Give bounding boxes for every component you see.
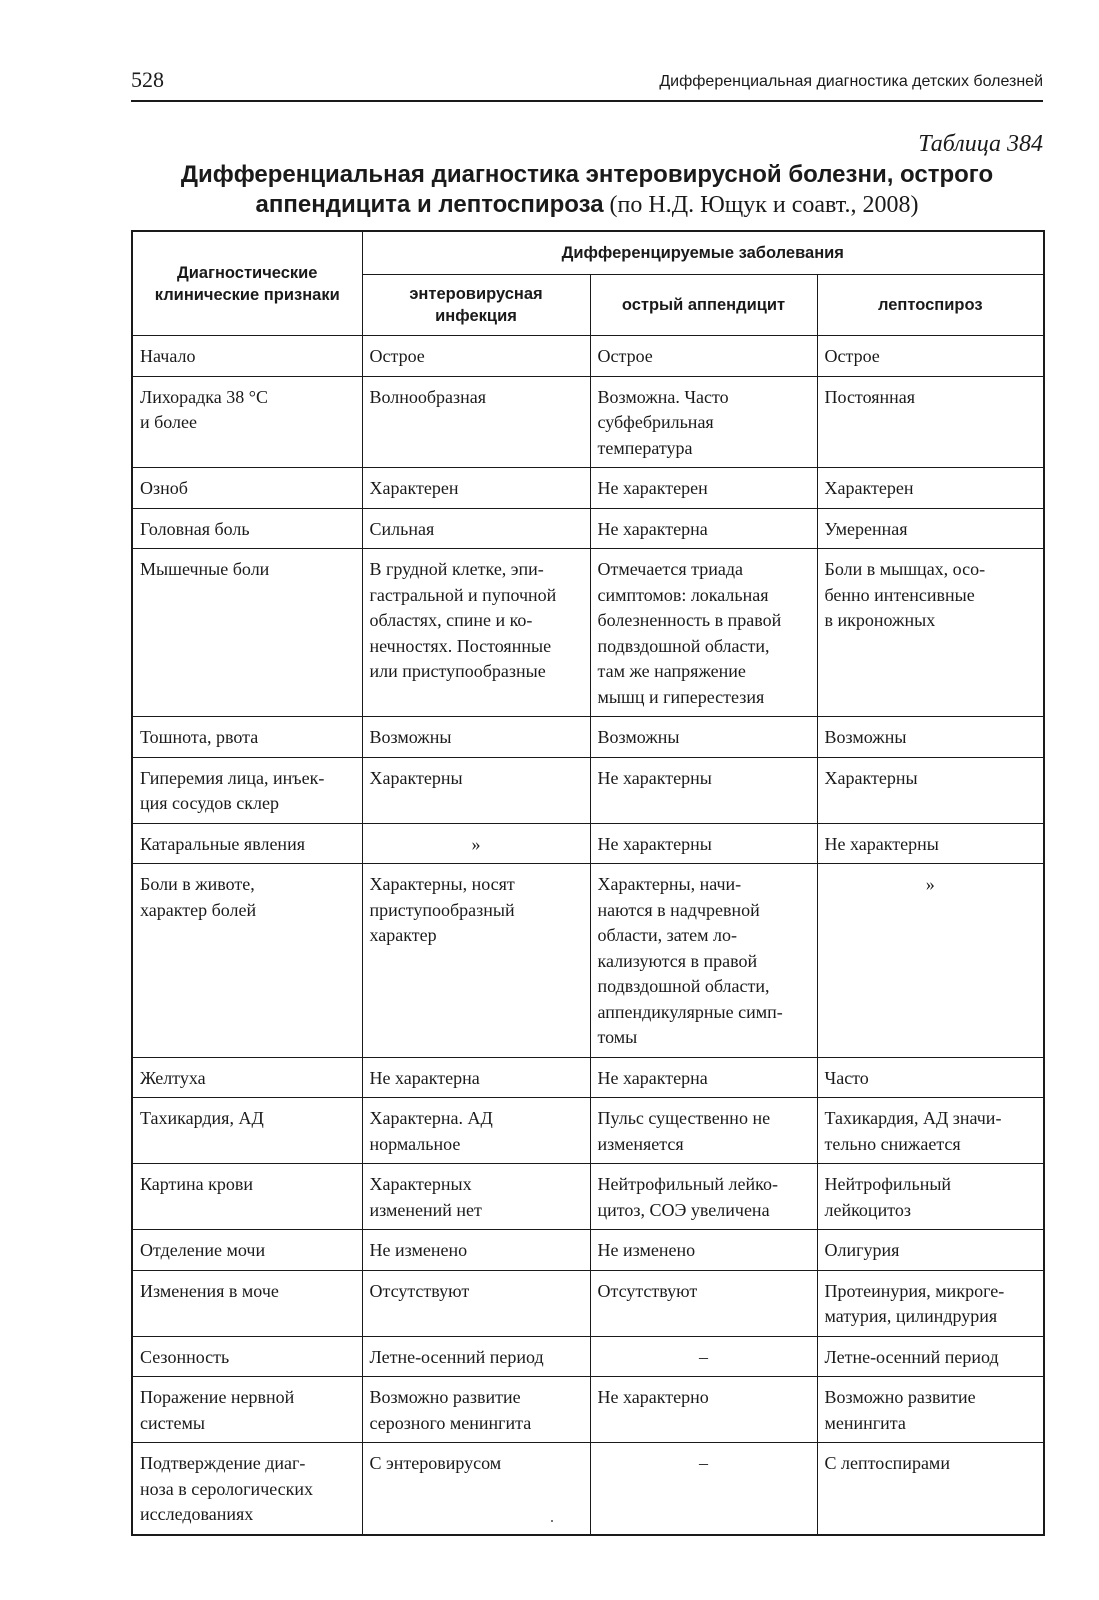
table-row xyxy=(132,864,1044,1058)
value-cell: Не характерны xyxy=(590,823,817,864)
value-cell: Волнообразная xyxy=(362,376,590,468)
table-title xyxy=(131,160,1043,220)
value-cell: Возможно развитие менингита xyxy=(817,1377,1044,1443)
sign-cell: Озноб xyxy=(132,468,362,509)
value-cell: Возможны xyxy=(817,717,1044,758)
value-cell: Умеренная xyxy=(817,508,1044,549)
value-cell: Постоянная xyxy=(817,376,1044,468)
value-cell: Характерных изменений нет xyxy=(362,1164,590,1230)
value-cell: Нейтрофильный лейкоцитоз xyxy=(817,1164,1044,1230)
sign-cell: Боли в животе, характер болей xyxy=(132,864,362,1058)
page-number: 528 xyxy=(131,67,164,92)
value-cell: Не характерны xyxy=(817,823,1044,864)
value-cell: Отмечается триада симптомов: локальная болезненность в правой подвздошной области, там же напряжение мышц и гиперестезия xyxy=(590,549,817,717)
table-title-source: (по Н.Д. Ющук и соавт., 2008) xyxy=(603,192,919,218)
header-group: Дифференцируемые заболевания xyxy=(362,231,1044,275)
table-row xyxy=(132,1443,1044,1535)
value-cell: Характерны, начи- наются в надчревной области, затем ло- кализуются в правой подвздошной области, аппендикулярные симп- томы xyxy=(590,864,817,1058)
value-cell: Не изменено xyxy=(362,1230,590,1271)
header-col-enterovirus: энтеровирусная инфекция xyxy=(362,275,590,336)
value-cell: Возможно развитие серозного менингита xyxy=(362,1377,590,1443)
value-cell: Не характерно xyxy=(590,1377,817,1443)
table-row xyxy=(132,549,1044,717)
value-cell: Возможна. Часто субфебрильная температура xyxy=(590,376,817,468)
value-cell: – xyxy=(590,1336,817,1377)
sign-cell: Изменения в моче xyxy=(132,1270,362,1336)
print-speck xyxy=(551,1520,553,1522)
value-cell: – xyxy=(590,1443,817,1535)
table-row xyxy=(132,336,1044,377)
value-cell: Не характерна xyxy=(362,1057,590,1098)
table-row xyxy=(132,376,1044,468)
value-cell: Не характерны xyxy=(590,757,817,823)
value-cell: Не характерен xyxy=(590,468,817,509)
value-cell: Характерны xyxy=(817,757,1044,823)
value-cell: Протеинурия, микроге- матурия, цилиндрурия xyxy=(817,1270,1044,1336)
value-cell: С энтеровирусом xyxy=(362,1443,590,1535)
table-row xyxy=(132,1098,1044,1164)
table-row xyxy=(132,1270,1044,1336)
value-cell: » xyxy=(817,864,1044,1058)
table-row xyxy=(132,757,1044,823)
table-title-main: Дифференциальная диагностика энтеровирусной болезни, острого аппендицита и лептоспироза xyxy=(180,161,994,218)
table-row xyxy=(132,508,1044,549)
value-cell: Олигурия xyxy=(817,1230,1044,1271)
sign-cell: Тахикардия, АД xyxy=(132,1098,362,1164)
sign-cell: Мышечные боли xyxy=(132,549,362,717)
value-cell: Сильная xyxy=(362,508,590,549)
value-cell: Характерен xyxy=(817,468,1044,509)
value-cell: Не изменено xyxy=(590,1230,817,1271)
sign-cell: Подтверждение диаг- ноза в серологических исследованиях xyxy=(132,1443,362,1535)
value-cell: В грудной клетке, эпи- гастральной и пупочной областях, спине и ко- нечностях. Постоянные или приступообразные xyxy=(362,549,590,717)
table-row xyxy=(132,468,1044,509)
table-row xyxy=(132,717,1044,758)
table-row xyxy=(132,1336,1044,1377)
header-signs: Диагностические клинические признаки xyxy=(132,231,362,336)
value-cell: Пульс существенно не изменяется xyxy=(590,1098,817,1164)
sign-cell: Отделение мочи xyxy=(132,1230,362,1271)
value-cell: Характерна. АД нормальное xyxy=(362,1098,590,1164)
running-head xyxy=(131,66,1043,102)
sign-cell: Лихорадка 38 °С и более xyxy=(132,376,362,468)
table-row xyxy=(132,1164,1044,1230)
sign-cell: Сезонность xyxy=(132,1336,362,1377)
value-cell: Возможны xyxy=(590,717,817,758)
value-cell: » xyxy=(362,823,590,864)
table-row xyxy=(132,1057,1044,1098)
sign-cell: Желтуха xyxy=(132,1057,362,1098)
sign-cell: Тошнота, рвота xyxy=(132,717,362,758)
value-cell: С лептоспирами xyxy=(817,1443,1044,1535)
table-header-row xyxy=(132,231,1044,275)
table-body xyxy=(132,336,1044,1535)
sign-cell: Картина крови xyxy=(132,1164,362,1230)
sign-cell: Катаральные явления xyxy=(132,823,362,864)
value-cell: Не характерна xyxy=(590,508,817,549)
table-row xyxy=(132,1377,1044,1443)
value-cell: Острое xyxy=(362,336,590,377)
sign-cell: Головная боль xyxy=(132,508,362,549)
value-cell: Летне-осенний период xyxy=(817,1336,1044,1377)
diagnosis-table xyxy=(131,230,1045,1536)
table-row xyxy=(132,1230,1044,1271)
value-cell: Острое xyxy=(817,336,1044,377)
value-cell: Острое xyxy=(590,336,817,377)
value-cell: Нейтрофильный лейко- цитоз, СОЭ увеличена xyxy=(590,1164,817,1230)
sign-cell: Поражение нервной системы xyxy=(132,1377,362,1443)
sign-cell: Гиперемия лица, инъек- ция сосудов склер xyxy=(132,757,362,823)
value-cell: Отсутствуют xyxy=(362,1270,590,1336)
value-cell: Не характерна xyxy=(590,1057,817,1098)
value-cell: Часто xyxy=(817,1057,1044,1098)
value-cell: Характерны, носят приступообразный характер xyxy=(362,864,590,1058)
running-title: Дифференциальная диагностика детских болезней xyxy=(659,73,1043,90)
value-cell: Летне-осенний период xyxy=(362,1336,590,1377)
header-col-leptospirosis: лептоспироз xyxy=(817,275,1044,336)
table-row xyxy=(132,823,1044,864)
value-cell: Возможны xyxy=(362,717,590,758)
header-col-appendicitis: острый аппендицит xyxy=(590,275,817,336)
value-cell: Характерен xyxy=(362,468,590,509)
value-cell: Тахикардия, АД значи- тельно снижается xyxy=(817,1098,1044,1164)
value-cell: Боли в мышцах, осо- бенно интенсивные в икроножных xyxy=(817,549,1044,717)
value-cell: Характерны xyxy=(362,757,590,823)
value-cell: Отсутствуют xyxy=(590,1270,817,1336)
table-label: Таблица 384 xyxy=(918,131,1043,157)
sign-cell: Начало xyxy=(132,336,362,377)
